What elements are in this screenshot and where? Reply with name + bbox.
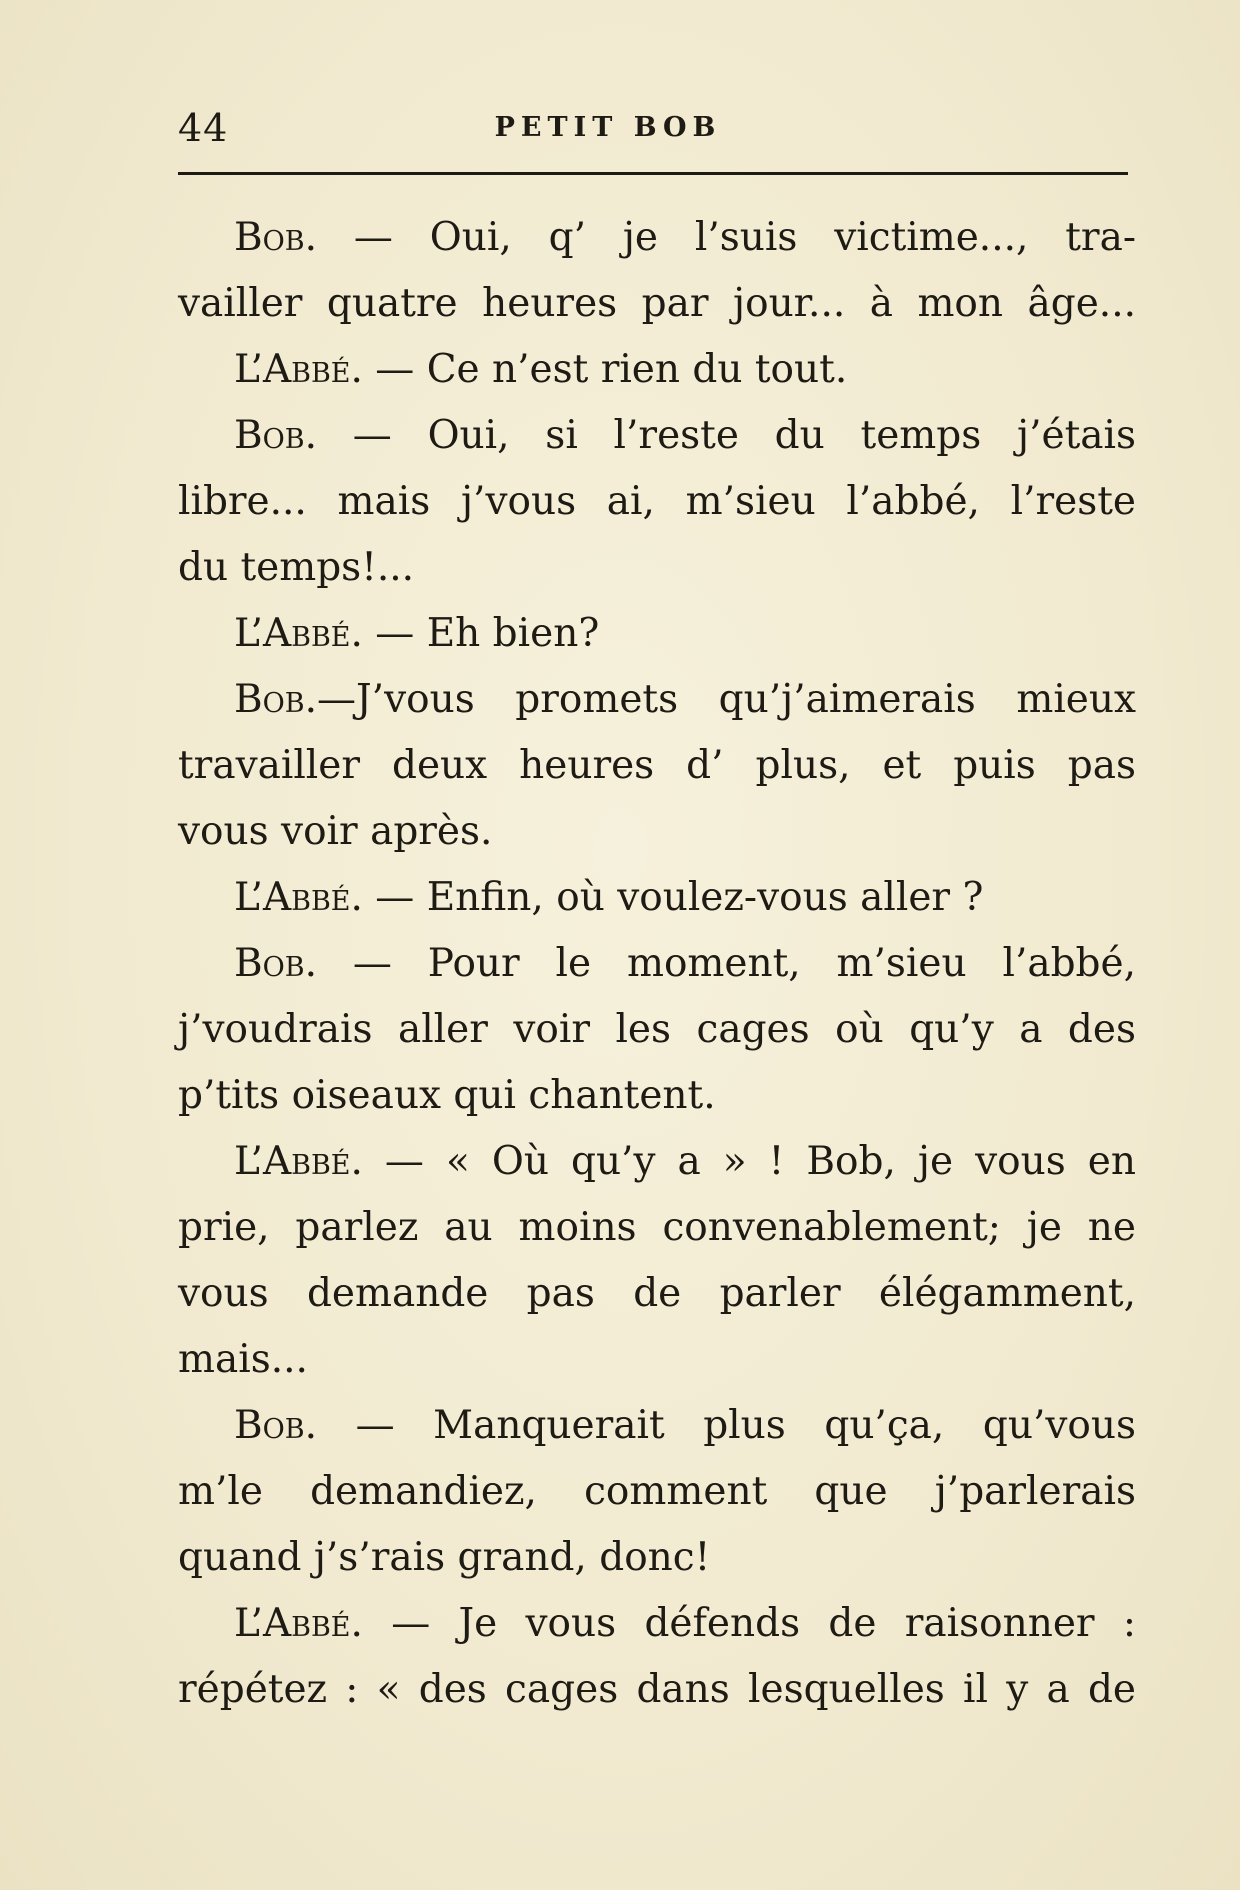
text-line bbox=[178, 403, 1136, 469]
line-text: répétez : « des cages dans lesquelles il y a de bbox=[178, 1667, 1136, 1712]
header-rule bbox=[178, 172, 1128, 175]
line-text: — Manquerait plus qu’ça, qu’vous bbox=[317, 1403, 1136, 1448]
text-line bbox=[178, 1327, 1136, 1393]
line-text: — Enfin, où voulez-vous aller ? bbox=[362, 875, 984, 920]
page-header bbox=[178, 100, 1128, 160]
line-text: libre... mais j’vous ai, m’sieu l’abbé, l’reste bbox=[178, 479, 1136, 524]
line-text: p’tits oiseaux qui chantent. bbox=[178, 1073, 716, 1118]
text-line bbox=[178, 1459, 1136, 1525]
speaker-name: L’Abbé. bbox=[234, 347, 363, 392]
running-title: PETIT BOB bbox=[494, 112, 722, 143]
line-text: — Oui, si l’reste du temps j’étais bbox=[317, 413, 1136, 458]
line-text: — Je vous défends de raisonner : bbox=[362, 1601, 1136, 1646]
line-text: m’le demandiez, comment que j’parlerais bbox=[178, 1469, 1136, 1514]
line-text: vous voir après. bbox=[178, 809, 493, 854]
text-line bbox=[178, 337, 1136, 403]
line-text: — « Où qu’y a » ! Bob, je vous en bbox=[362, 1139, 1136, 1184]
speaker-name: Bob. bbox=[234, 1403, 318, 1448]
body-text bbox=[178, 205, 1136, 1723]
text-line bbox=[178, 733, 1136, 799]
page-number: 44 bbox=[178, 106, 229, 150]
line-text: vailler quatre heures par jour... à mon âge... bbox=[178, 281, 1136, 326]
line-text: prie, parlez au moins convenablement; je ne bbox=[178, 1205, 1136, 1250]
text-line bbox=[178, 1129, 1136, 1195]
text-line bbox=[178, 1657, 1136, 1723]
line-text: — Pour le moment, m’sieu l’abbé, bbox=[317, 941, 1136, 986]
text-line bbox=[178, 799, 1136, 865]
line-text: vous demande pas de parler élégamment, bbox=[178, 1271, 1136, 1316]
text-line bbox=[178, 997, 1136, 1063]
speaker-name: L’Abbé. bbox=[234, 875, 363, 920]
speaker-name: L’Abbé. bbox=[234, 611, 363, 656]
text-line bbox=[178, 1063, 1136, 1129]
speaker-name: L’Abbé. bbox=[234, 1139, 363, 1184]
line-text: quand j’s’rais grand, donc! bbox=[178, 1535, 711, 1580]
speaker-name: Bob. bbox=[234, 413, 318, 458]
line-text: —J’vous promets qu’j’aimerais mieux bbox=[317, 677, 1136, 722]
speaker-name: Bob. bbox=[234, 677, 318, 722]
line-text: mais... bbox=[178, 1337, 308, 1382]
line-text: du temps!... bbox=[178, 545, 415, 590]
text-line bbox=[178, 1591, 1136, 1657]
text-line bbox=[178, 469, 1136, 535]
text-line bbox=[178, 865, 1136, 931]
text-line bbox=[178, 1261, 1136, 1327]
speaker-name: Bob. bbox=[234, 941, 318, 986]
text-line bbox=[178, 1393, 1136, 1459]
text-line bbox=[178, 931, 1136, 997]
speaker-name: Bob. bbox=[234, 215, 318, 260]
line-text: — Eh bien? bbox=[362, 611, 600, 656]
text-line bbox=[178, 205, 1136, 271]
text-line bbox=[178, 535, 1136, 601]
text-line bbox=[178, 271, 1136, 337]
speaker-name: L’Abbé. bbox=[234, 1601, 363, 1646]
text-line bbox=[178, 667, 1136, 733]
line-text: travailler deux heures d’ plus, et puis pas bbox=[178, 743, 1136, 788]
line-text: j’voudrais aller voir les cages où qu’y a des bbox=[178, 1007, 1136, 1052]
line-text: — Ce n’est rien du tout. bbox=[362, 347, 848, 392]
line-text: — Oui, q’ je l’suis victime..., tra- bbox=[317, 215, 1136, 260]
text-line bbox=[178, 1525, 1136, 1591]
text-line bbox=[178, 601, 1136, 667]
text-line bbox=[178, 1195, 1136, 1261]
